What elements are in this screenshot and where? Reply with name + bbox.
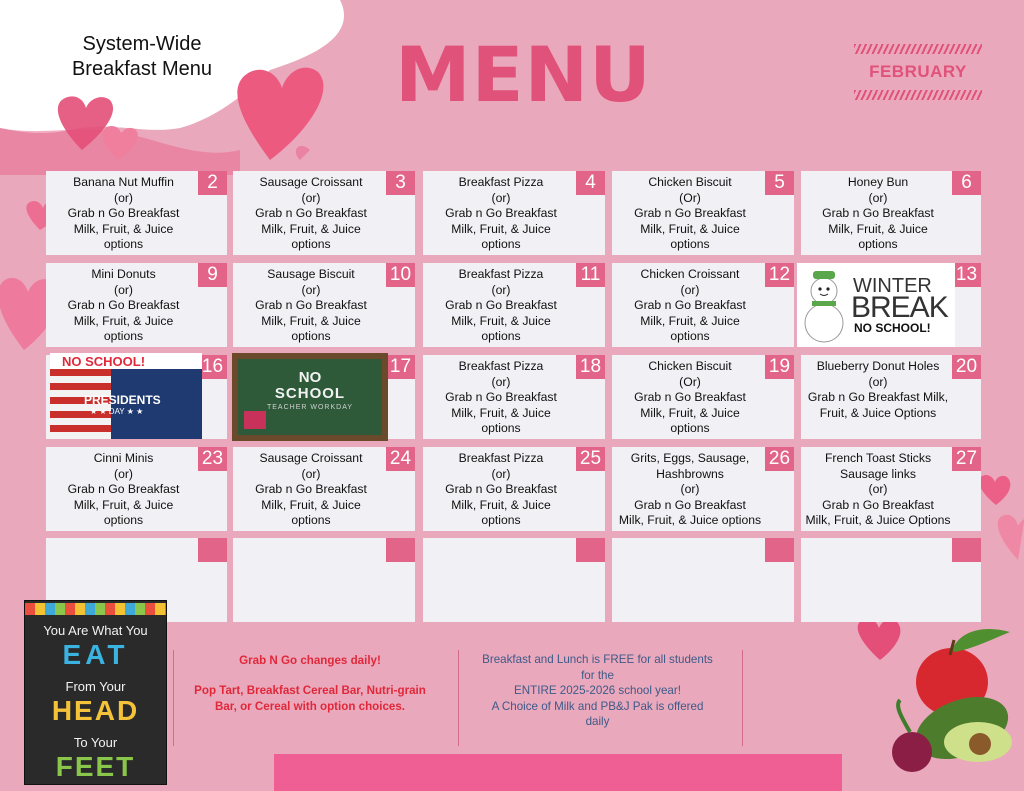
day-number: 3 <box>386 171 415 195</box>
day-number: 4 <box>576 171 605 195</box>
day-cell <box>46 171 227 255</box>
menu-text: Cinni Minis (or) Grab n Go Breakfast Milk, Fruit, & Juice options <box>67 451 180 528</box>
eat-healthy-poster <box>24 600 167 785</box>
day-cell <box>233 263 415 347</box>
day-number: 2 <box>198 171 227 195</box>
menu-text: Sausage Croissant (or) Grab n Go Breakfast Milk, Fruit, & Juice options <box>255 175 367 252</box>
day-number: 24 <box>386 447 415 471</box>
day-number: 6 <box>952 171 981 195</box>
day-cell <box>801 447 981 531</box>
no-school-banner: NO SCHOOL! <box>62 354 146 369</box>
menu-text: Chicken Biscuit (Or) Grab n Go Breakfast Milk, Fruit, & Juice options <box>634 175 746 252</box>
day-cell <box>233 538 415 622</box>
day-number <box>198 538 227 562</box>
day-cell <box>612 263 794 347</box>
day-number: 11 <box>576 263 605 287</box>
divider <box>173 650 174 746</box>
hatch-divider <box>854 90 982 100</box>
menu-text: Sausage Biscuit (or) Grab n Go Breakfast Milk, Fruit, & Juice options <box>255 267 367 344</box>
month-label: FEBRUARY <box>869 62 967 81</box>
day-cell <box>423 171 605 255</box>
fruit-illustration <box>892 629 1017 772</box>
divider <box>458 650 459 746</box>
day-number: 26 <box>765 447 794 471</box>
poster-feet: FEET <box>55 751 136 782</box>
break-text: BREAK <box>851 291 948 324</box>
page-title <box>52 32 232 82</box>
day-number: 12 <box>765 263 794 287</box>
menu-text: Breakfast Pizza (or) Grab n Go Breakfast Milk, Fruit, & Juice options <box>445 267 557 344</box>
menu-text: Grits, Eggs, Sausage, Hashbrowns (or) Grab n Go Breakfast Milk, Fruit, & Juice options <box>618 451 762 528</box>
day-number: 10 <box>386 263 415 287</box>
menu-text: Sausage Croissant (or) Grab n Go Breakfast Milk, Fruit, & Juice options <box>255 451 367 528</box>
menu-text: Banana Nut Muffin (or) Grab n Go Breakfast Milk, Fruit, & Juice options <box>67 175 180 252</box>
grab-n-go-title: Grab N Go changes daily! <box>239 654 381 667</box>
day-number: 23 <box>198 447 227 471</box>
day-cell <box>612 538 794 622</box>
heart-icon <box>237 68 323 160</box>
menu-text: Chicken Biscuit (Or) Grab n Go Breakfast Milk, Fruit, & Juice options <box>634 359 746 436</box>
day-cell <box>233 447 415 531</box>
presidents-text: PRESIDENTS <box>84 393 161 407</box>
day-cell <box>612 447 794 531</box>
day-number <box>952 538 981 562</box>
menu-text: Breakfast Pizza (or) Grab n Go Breakfast Milk, Fruit, & Juice options <box>445 359 557 436</box>
beet-icon <box>892 732 932 772</box>
poster-line-3: From Your <box>65 679 126 694</box>
snowman-icon <box>799 263 849 347</box>
day-cell <box>423 263 605 347</box>
menu-text: Breakfast Pizza (or) Grab n Go Breakfast Milk, Fruit, & Juice options <box>445 451 557 528</box>
month-badge <box>854 44 982 100</box>
no-text: NO <box>298 369 322 386</box>
day-number <box>765 538 794 562</box>
menu-text: Chicken Croissant (or) Grab n Go Breakfast Milk, Fruit, & Juice options <box>634 267 746 344</box>
winter-text: WINTER <box>853 275 932 297</box>
heart-icon <box>979 475 1010 505</box>
day-cell <box>46 263 227 347</box>
teacher-workday-text: TEACHER WORKDAY <box>266 404 354 411</box>
poster-head: HEAD <box>51 695 140 726</box>
grab-n-go-options: Pop Tart, Breakfast Cereal Bar, Nutri-grain Bar, or Cereal with option choices. <box>194 684 426 713</box>
no-school-text: NO SCHOOL! <box>854 321 931 335</box>
menu-heading: MENU <box>395 30 652 119</box>
day-cell <box>423 447 605 531</box>
divider <box>742 650 743 746</box>
day-number: 17 <box>386 355 415 379</box>
day-cell <box>46 447 227 531</box>
presidents-day-image <box>50 353 202 439</box>
day-cell <box>801 171 981 255</box>
menu-text: Blueberry Donut Holes (or) Grab n Go Breakfast Milk, Fruit, & Juice Options <box>807 359 949 420</box>
menu-text: Honey Bun (or) Grab n Go Breakfast Milk, Fruit, & Juice options <box>822 175 934 252</box>
menu-text: French Toast Sticks Sausage links (or) Grab n Go Breakfast Milk, Fruit, & Juice Options <box>805 451 951 528</box>
day-number: 5 <box>765 171 794 195</box>
day-cell <box>233 171 415 255</box>
day-cell <box>801 355 981 439</box>
day-number: 19 <box>765 355 794 379</box>
day-cell <box>423 538 605 622</box>
day-number: 27 <box>952 447 981 471</box>
day-text: ★ ★ DAY ★ ★ <box>90 407 144 416</box>
winter-break-image <box>797 263 955 347</box>
day-cell <box>612 355 794 439</box>
free-meals-note: Breakfast and Lunch is FREE for all students for the ENTIRE 2025-2026 school year! A Choice of Milk and PB&J Pak is offered daily <box>482 653 713 728</box>
hatch-divider <box>854 44 982 54</box>
poster-line-1: You Are What You <box>43 623 148 638</box>
heart-icon <box>296 146 310 160</box>
title-line-1: System-Wide <box>82 33 202 55</box>
day-cell <box>612 171 794 255</box>
day-number <box>576 538 605 562</box>
poster-eat: EAT <box>62 639 129 670</box>
day-number: 16 <box>198 355 227 379</box>
books-icon <box>244 411 266 429</box>
bottom-bar <box>274 754 842 791</box>
bunting-decoration <box>25 603 166 615</box>
poster-line-5: To Your <box>73 735 118 750</box>
school-text: SCHOOL <box>274 385 346 402</box>
day-number: 20 <box>952 355 981 379</box>
heart-icon <box>998 515 1024 560</box>
day-number: 25 <box>576 447 605 471</box>
day-number: 9 <box>198 263 227 287</box>
teacher-workday-image <box>232 353 388 441</box>
day-cell <box>801 538 981 622</box>
day-number: 18 <box>576 355 605 379</box>
menu-text: Mini Donuts (or) Grab n Go Breakfast Milk, Fruit, & Juice options <box>67 267 180 344</box>
title-line-2: Breakfast Menu <box>71 58 213 80</box>
day-number: 13 <box>952 263 981 287</box>
day-cell <box>423 355 605 439</box>
menu-text: Breakfast Pizza (or) Grab n Go Breakfast Milk, Fruit, & Juice options <box>445 175 557 252</box>
heart-icon <box>858 619 901 660</box>
day-number <box>386 538 415 562</box>
